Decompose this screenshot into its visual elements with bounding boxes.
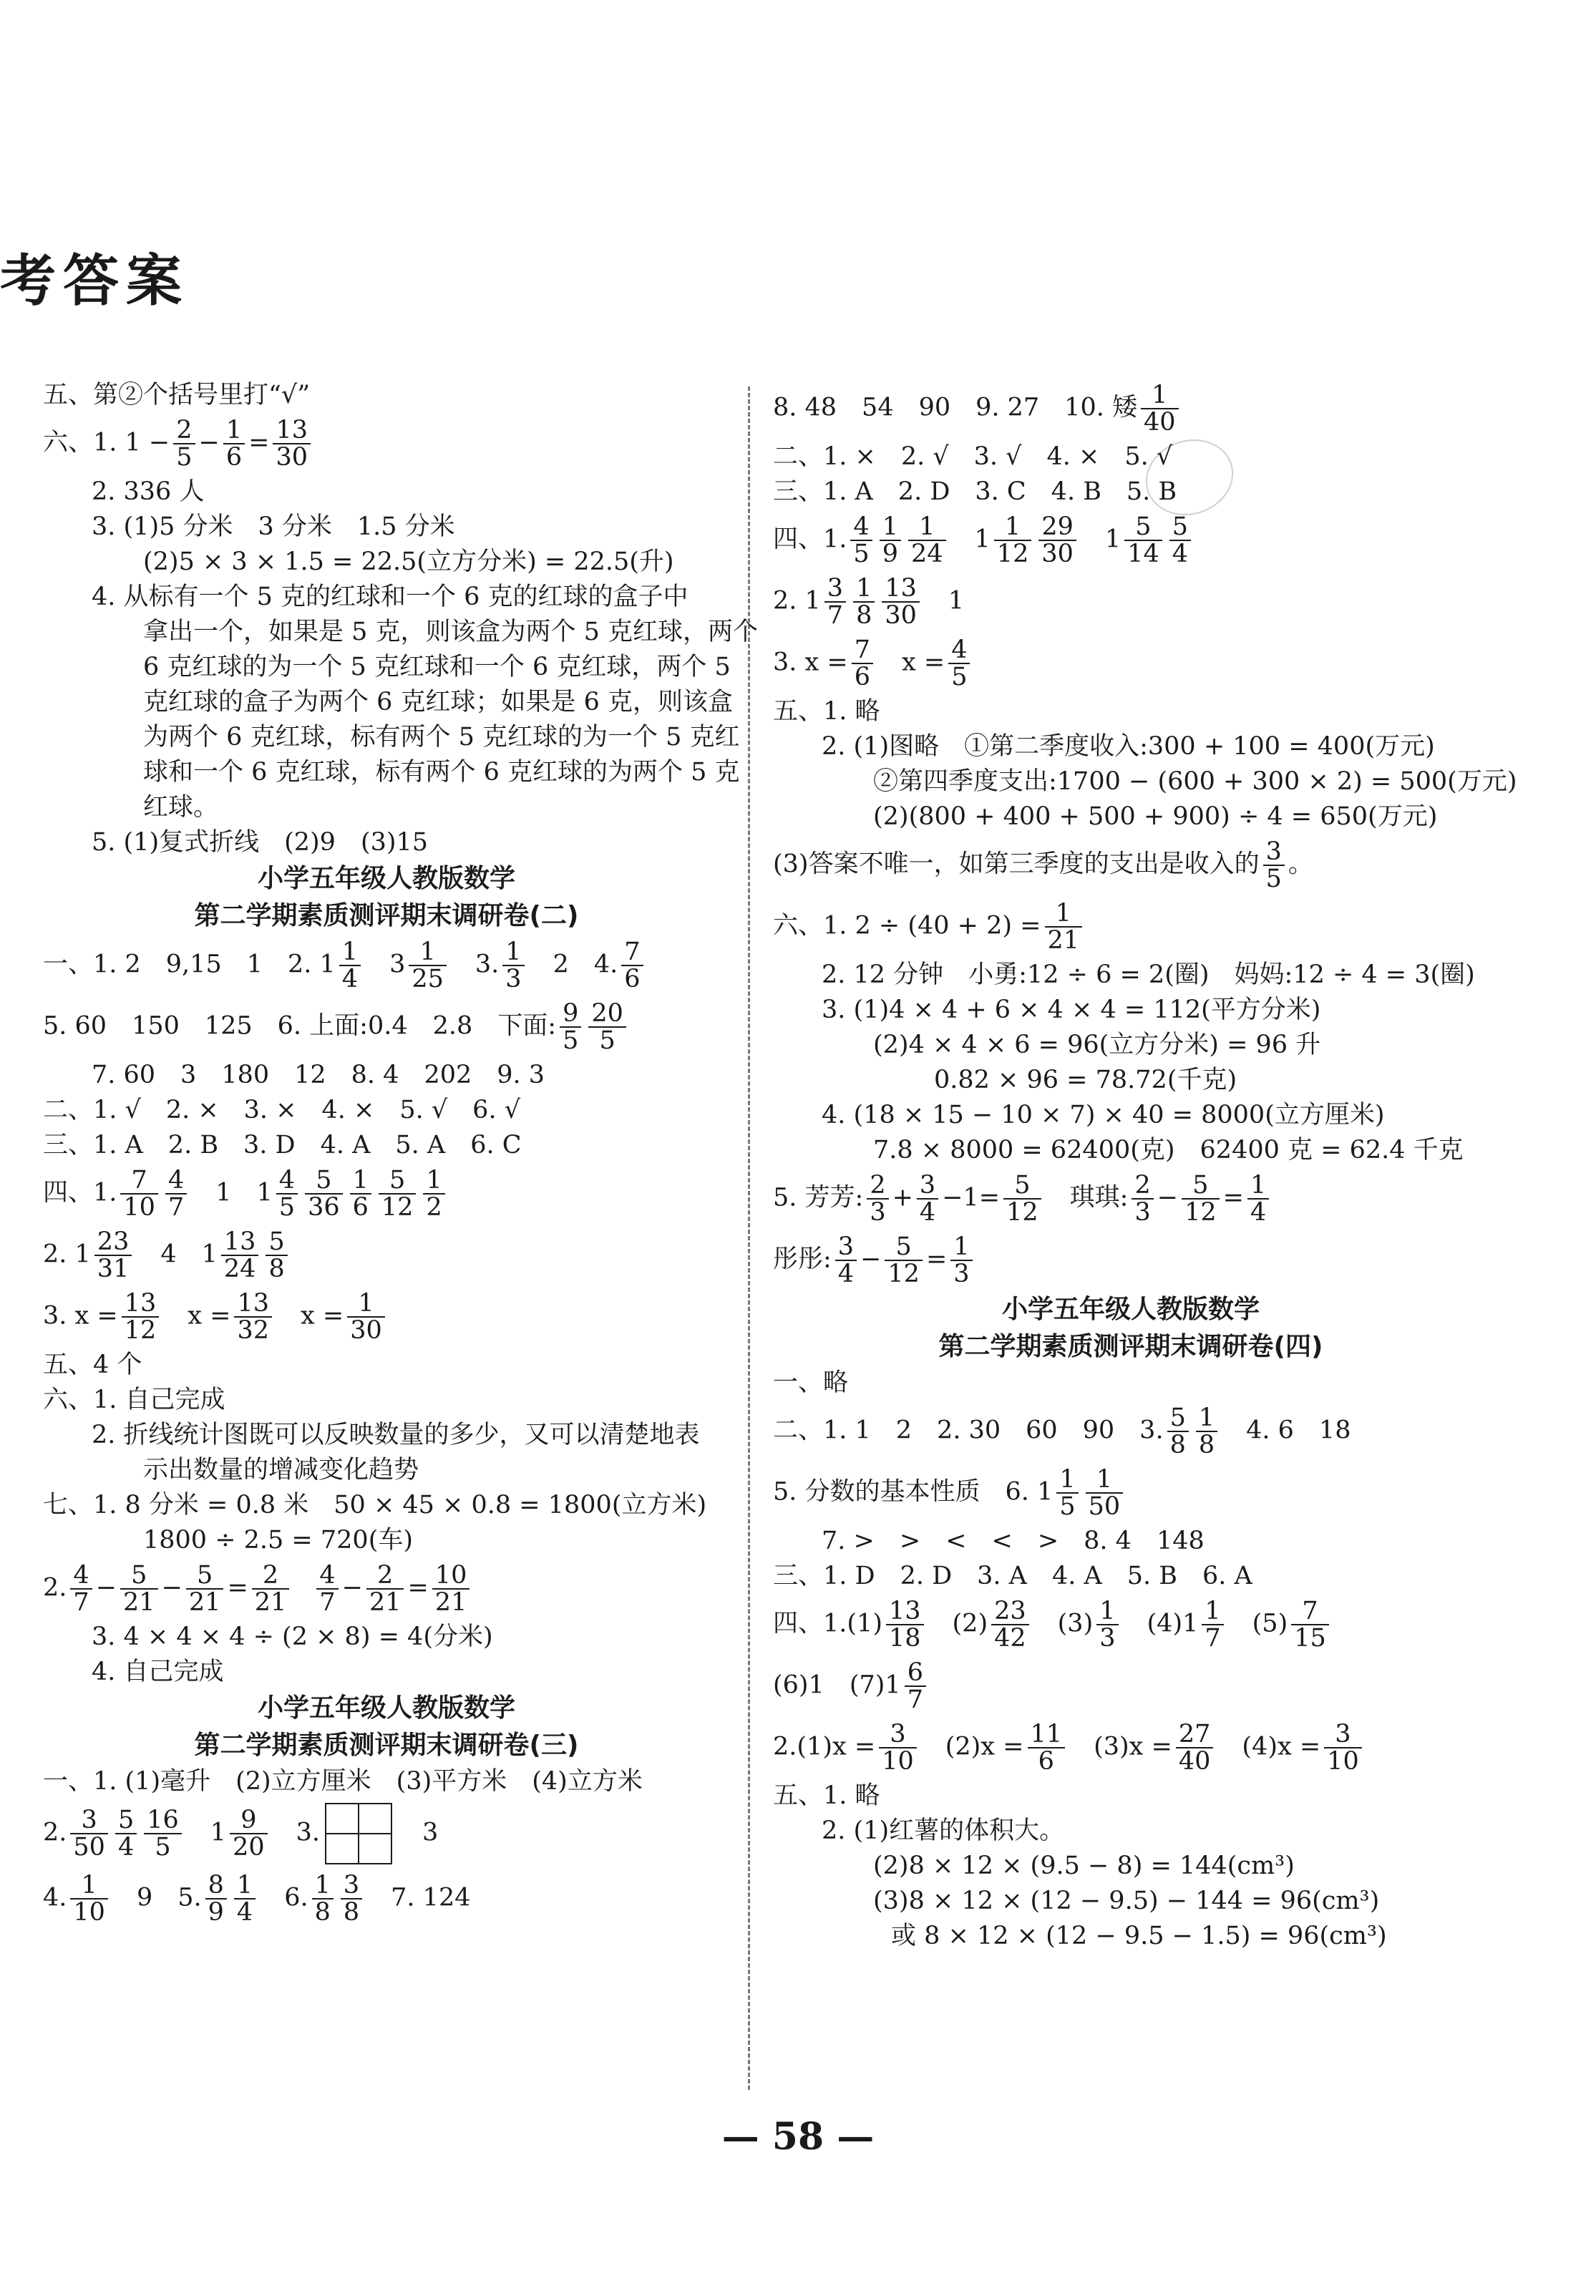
fraction: $\frac{1}{50}$	[1086, 1466, 1124, 1519]
fraction: $\frac{3}{8}$	[341, 1872, 362, 1925]
fraction: $\frac{1}{3}$	[502, 939, 524, 992]
answer-line: 2. $\frac{3}{50}$ $\frac{5}{4}$ $\frac{16}{5}$ 1 $\frac{9}{20}$ 3. 3	[43, 1799, 730, 1868]
fraction: $\frac{1}{24}$	[908, 514, 946, 567]
answer-line: 五、1. 略	[773, 697, 880, 726]
answer-line: 四、1. $\frac{4}{5}$ $\frac{1}{9}$ $\frac{1}{24}$ 1 $\frac{1}{12}$ $\frac{29}{30}$ 1 $\frac{5}{14}$ $\frac{5}{4}$	[773, 510, 1489, 571]
fraction: $\frac{13}{18}$	[886, 1598, 924, 1651]
fraction: $\frac{13}{30}$	[273, 417, 311, 470]
fraction: $\frac{1}{3}$	[1096, 1598, 1118, 1651]
answer-line: 三、1. D 2. D 3. A 4. A 5. B 6. A	[773, 1562, 1252, 1590]
answer-line: 3. x = $\frac{7}{6}$ x = $\frac{4}{5}$	[773, 633, 1489, 694]
answer-line: 五、4 个	[43, 1351, 142, 1379]
answer-line: 一、略	[773, 1368, 849, 1397]
fraction: $\frac{20}{5}$	[588, 1001, 626, 1054]
answer-line: 0.82 × 96 = 78.72(千克)	[934, 1066, 1237, 1094]
section-title: 小学五年级人教版数学	[257, 864, 515, 893]
fraction: $\frac{5}{4}$	[1169, 514, 1191, 567]
fraction: $\frac{4}{7}$	[165, 1167, 187, 1220]
answer-line: 2. 折线统计图既可以反映数量的多少，又可以清楚地表	[92, 1421, 700, 1449]
page-number: — 58 —	[721, 2115, 875, 2159]
answer-line: (2)(800 + 400 + 500 + 900) ÷ 4 = 650(万元)	[873, 802, 1438, 831]
answer-line: 或 8 × 12 × (12 − 9.5 − 1.5) = 96(cm³)	[891, 1922, 1387, 1950]
fraction: $\frac{1}{8}$	[853, 575, 875, 628]
answer-line: 二、1. × 2. √ 3. √ 4. × 5. √	[773, 442, 1173, 471]
answer-line: 一、1. 2 9,15 1 2. 1 $\frac{1}{4}$ 3 $\frac{1}{25}$ 3. $\frac{1}{3}$ 2 4. $\frac{7}{6}$	[43, 935, 730, 996]
left-column	[43, 378, 759, 1930]
fraction: $\frac{4}{5}$	[850, 514, 872, 567]
answer-line: 五、第②个括号里打“√”	[43, 381, 311, 409]
answer-line: (2)5 × 3 × 1.5 = 22.5(立方分米) = 22.5(升)	[143, 548, 674, 576]
answer-line: 2. 1 $\frac{3}{7}$ $\frac{1}{8}$ $\frac{13}{30}$ 1	[773, 574, 965, 630]
answer-line: 6 克红球的为一个 5 克红球和一个 6 克红球，两个 5	[143, 653, 731, 681]
fraction: $\frac{2}{5}$	[173, 417, 195, 470]
answer-line: 5. 60 150 125 6. 上面:0.4 2.8 下面: $\frac{9}{5}$ $\frac{20}{5}$	[43, 996, 730, 1058]
answer-line: 六、1. 1 − $\frac{2}{5}$ − $\frac{1}{6}$ = $\frac{13}{30}$	[43, 413, 730, 475]
fraction: $\frac{13}{30}$	[882, 575, 920, 628]
answer-line: 2. (1)图略 ①第二季度收入:300 + 100 = 400(万元)	[822, 732, 1435, 761]
answer-line: 一、1. (1)毫升 (2)立方厘米 (3)平方米 (4)立方米	[43, 1767, 643, 1796]
answer-line: 红球。	[143, 793, 219, 822]
fraction: $\frac{11}{6}$	[1028, 1721, 1066, 1774]
answer-line: 3. 4 × 4 × 4 ÷ (2 × 8) = 4(分米)	[92, 1623, 493, 1651]
answer-line: 5. 分数的基本性质 6. 1 $\frac{1}{5}$ $\frac{1}{50}$	[773, 1462, 1489, 1524]
answer-line: 1800 ÷ 2.5 = 720(车)	[143, 1526, 414, 1555]
fraction: $\frac{7}{6}$	[852, 637, 873, 690]
fraction: $\frac{2}{21}$	[366, 1562, 404, 1615]
answer-line: 7.8 × 8000 = 62400(克) 62400 克 = 62.4 千克	[873, 1136, 1464, 1164]
answer-line: 2. 1 $\frac{23}{31}$ 4 1 $\frac{13}{24}$ $\frac{5}{8}$	[43, 1225, 730, 1286]
section-title: 小学五年级人教版数学	[257, 1693, 515, 1723]
answer-line: 二、1. 1 2 2. 30 60 90 3. $\frac{5}{8}$ $\frac{1}{8}$ 4. 6 18	[773, 1404, 1351, 1459]
right-column	[773, 378, 1517, 1954]
answer-line: (2)4 × 4 × 6 = 96(立方分米) = 96 升	[873, 1031, 1321, 1059]
answer-line: (6)1 (7)1 $\frac{6}{7}$	[773, 1655, 1489, 1717]
answer-line: 3. (1)5 分米 3 分米 1.5 分米	[92, 512, 455, 541]
fraction: $\frac{4}{5}$	[276, 1167, 298, 1220]
answer-line: 六、1. 自己完成	[43, 1386, 225, 1414]
fraction: $\frac{23}{31}$	[94, 1229, 132, 1282]
answer-line: 5. (1)复式折线 (2)9 (3)15	[92, 828, 429, 857]
answer-line: 三、1. A 2. B 3. D 4. A 5. A 6. C	[43, 1131, 522, 1159]
fraction: $\frac{1}{6}$	[223, 417, 245, 470]
fraction: $\frac{3}{50}$	[70, 1807, 108, 1860]
fraction: $\frac{1}{21}$	[1045, 900, 1083, 953]
fraction: $\frac{6}{7}$	[905, 1660, 926, 1713]
answer-line: 克红球的盒子为两个 6 克红球；如果是 6 克，则该盒	[143, 688, 734, 716]
fraction: $\frac{1}{2}$	[423, 1167, 444, 1220]
fraction: $\frac{16}{5}$	[144, 1807, 182, 1860]
answer-line: 四、1.(1) $\frac{13}{18}$ (2) $\frac{23}{42}$ (3) $\frac{1}{3}$ (4)1 $\frac{1}{7}$ (5) $\frac{7}{15}$	[773, 1594, 1489, 1655]
fraction: $\frac{1}{4}$	[234, 1872, 256, 1925]
fraction: $\frac{7}{10}$	[120, 1167, 158, 1220]
fraction: $\frac{13}{12}$	[122, 1290, 160, 1343]
fraction: $\frac{4}{7}$	[316, 1562, 338, 1615]
fraction: $\frac{1}{30}$	[347, 1290, 385, 1343]
fraction: $\frac{7}{6}$	[621, 939, 643, 992]
fraction: $\frac{4}{5}$	[948, 637, 970, 690]
fraction: $\frac{5}{4}$	[115, 1807, 137, 1860]
fraction: $\frac{2}{3}$	[1132, 1172, 1153, 1225]
answer-line: 示出数量的增减变化趋势	[143, 1456, 419, 1484]
answer-line: 五、1. 略	[773, 1781, 880, 1810]
fraction: $\frac{2}{21}$	[252, 1562, 290, 1615]
answer-line: 4. 自己完成	[92, 1658, 224, 1686]
fraction: $\frac{23}{42}$	[991, 1598, 1029, 1651]
fraction: $\frac{1}{25}$	[409, 939, 447, 992]
answer-line: 4. 从标有一个 5 克的红球和一个 6 克的红球的盒子中	[92, 583, 688, 611]
answer-line: 2. 336 人	[92, 477, 205, 506]
fraction: $\frac{13}{32}$	[234, 1290, 272, 1343]
fraction: $\frac{1}{12}$	[994, 514, 1032, 567]
fraction: $\frac{1}{4}$	[1247, 1172, 1269, 1225]
fraction: $\frac{1}{8}$	[1196, 1405, 1217, 1458]
answer-line: 2. 12 分钟 小勇:12 ÷ 6 = 2(圈) 妈妈:12 ÷ 4 = 3(圈)	[822, 960, 1475, 989]
answer-line: 七、1. 8 分米 = 0.8 米 50 × 45 × 0.8 = 1800(立方米)	[43, 1491, 707, 1519]
fraction: $\frac{5}{12}$	[379, 1167, 417, 1220]
section-title: 第二学期素质测评期末调研卷(二)	[194, 901, 579, 930]
section-title: 小学五年级人教版数学	[1001, 1295, 1260, 1324]
answer-line: 四、1. $\frac{7}{10}$ $\frac{4}{7}$ 1 1 $\frac{4}{5}$ $\frac{5}{36}$ $\frac{1}{6}$ $\frac{5}{12}$ $\frac{1}{2}$	[43, 1163, 730, 1225]
fraction: $\frac{4}{7}$	[70, 1562, 92, 1615]
answer-line: (3)8 × 12 × (12 − 9.5) − 144 = 96(cm³)	[873, 1887, 1380, 1915]
answer-line: 球和一个 6 克红球，标有两个 6 克红球的为两个 5 克	[143, 758, 740, 787]
fraction: $\frac{7}{15}$	[1291, 1598, 1329, 1651]
section-title: 第二学期素质测评期末调研卷(四)	[938, 1332, 1323, 1361]
answer-line: 8. 48 54 90 9. 27 10. 矮 $\frac{1}{40}$	[773, 378, 1489, 439]
fraction: $\frac{3}{4}$	[835, 1234, 857, 1287]
fraction: $\frac{5}{8}$	[266, 1229, 287, 1282]
answer-line: 7. 60 3 180 12 8. 4 202 9. 3	[92, 1061, 545, 1089]
answer-line: 4. (18 × 15 − 10 × 7) × 40 = 8000(立方厘米)	[822, 1101, 1385, 1129]
fraction: $\frac{5}{21}$	[186, 1562, 224, 1615]
fraction: $\frac{1}{10}$	[70, 1872, 108, 1925]
fraction: $\frac{10}{21}$	[432, 1562, 470, 1615]
fraction: $\frac{13}{24}$	[221, 1229, 259, 1282]
fraction: $\frac{5}{12}$	[1182, 1172, 1220, 1225]
answer-line: 2. (1)红薯的体积大。	[822, 1816, 1065, 1845]
fraction: $\frac{5}{12}$	[885, 1234, 923, 1287]
answer-line: 2. $\frac{4}{7}$ − $\frac{5}{21}$ − $\frac{5}{21}$ = $\frac{2}{21}$ $\frac{4}{7}$ − $\frac{2}{21}$ = $\frac{10}{21}$	[43, 1558, 730, 1620]
fraction: $\frac{5}{21}$	[120, 1562, 158, 1615]
net-figure	[326, 1804, 391, 1864]
fraction: $\frac{3}{10}$	[1324, 1721, 1362, 1774]
section-title: 第二学期素质测评期末调研卷(三)	[194, 1731, 579, 1760]
fraction: $\frac{5}{8}$	[1167, 1405, 1189, 1458]
answer-line: 3. x = $\frac{13}{12}$ x = $\frac{13}{32}$ x = $\frac{1}{30}$	[43, 1286, 730, 1348]
answer-line: 三、1. A 2. D 3. C 4. B 5. B	[773, 477, 1177, 506]
fraction: $\frac{9}{20}$	[230, 1807, 268, 1860]
fraction: $\frac{2}{3}$	[867, 1172, 888, 1225]
answer-line: 六、1. 2 ÷ (40 + 2) = $\frac{1}{21}$	[773, 896, 1489, 958]
fraction: $\frac{1}{9}$	[880, 514, 901, 567]
answer-line: (3)答案不唯一，如第三季度的支出是收入的 $\frac{3}{5}$ 。	[773, 837, 1313, 893]
fraction: $\frac{1}{3}$	[950, 1234, 972, 1287]
answer-line: 4. $\frac{1}{10}$ 9 5. $\frac{8}{9}$ $\frac{1}{4}$ 6. $\frac{1}{8}$ $\frac{3}{8}$ 7. 124	[43, 1871, 471, 1927]
answer-line: 彤彤: $\frac{3}{4}$ − $\frac{5}{12}$ = $\frac{1}{3}$	[773, 1230, 1489, 1291]
answer-line: 5. 芳芳: $\frac{2}{3}$ + $\frac{3}{4}$ −1= $\frac{5}{12}$ 琪琪: $\frac{2}{3}$ − $\frac{5}{12}$ = $\frac{1}{4}$	[773, 1168, 1489, 1230]
fraction: $\frac{1}{40}$	[1141, 382, 1179, 435]
answer-line: (2)8 × 12 × (9.5 − 8) = 144(cm³)	[873, 1852, 1295, 1880]
fraction: $\frac{1}{5}$	[1056, 1466, 1078, 1519]
fraction: $\frac{1}{8}$	[312, 1872, 334, 1925]
fraction: $\frac{8}{9}$	[205, 1872, 227, 1925]
fraction: $\frac{27}{40}$	[1176, 1721, 1214, 1774]
fraction: $\frac{3}{10}$	[879, 1721, 917, 1774]
fraction: $\frac{5}{36}$	[305, 1167, 343, 1220]
answer-line: 拿出一个，如果是 5 克，则该盒为两个 5 克红球，两个	[143, 618, 759, 646]
fraction: $\frac{29}{30}$	[1038, 514, 1076, 567]
answer-line: 二、1. √ 2. × 3. × 4. × 5. √ 6. √	[43, 1096, 521, 1124]
fraction: $\frac{5}{14}$	[1124, 514, 1162, 567]
answer-line: 7. > > < < > 8. 4 148	[822, 1527, 1205, 1555]
fraction: $\frac{3}{7}$	[824, 575, 846, 628]
fraction: $\frac{3}{4}$	[917, 1172, 938, 1225]
fraction: $\frac{1}{4}$	[339, 939, 361, 992]
answer-line: 为两个 6 克红球，标有两个 5 克红球的为一个 5 克红	[143, 723, 740, 751]
answer-line: 2.(1)x = $\frac{3}{10}$ (2)x = $\frac{11}{6}$ (3)x = $\frac{27}{40}$ (4)x = $\frac{3}{10}$	[773, 1717, 1489, 1779]
fraction: $\frac{9}{5}$	[560, 1001, 581, 1054]
answer-line: ②第四季度支出:1700 − (600 + 300 × 2) = 500(万元)	[873, 767, 1517, 796]
fraction: $\frac{3}{5}$	[1263, 839, 1285, 892]
answer-header: 考答案	[0, 248, 190, 313]
fraction: $\frac{1}{7}$	[1202, 1598, 1223, 1651]
fraction: $\frac{5}{12}$	[1003, 1172, 1041, 1225]
fraction: $\frac{1}{6}$	[350, 1167, 371, 1220]
answer-line: 3. (1)4 × 4 + 6 × 4 × 4 = 112(平方分米)	[822, 996, 1321, 1024]
